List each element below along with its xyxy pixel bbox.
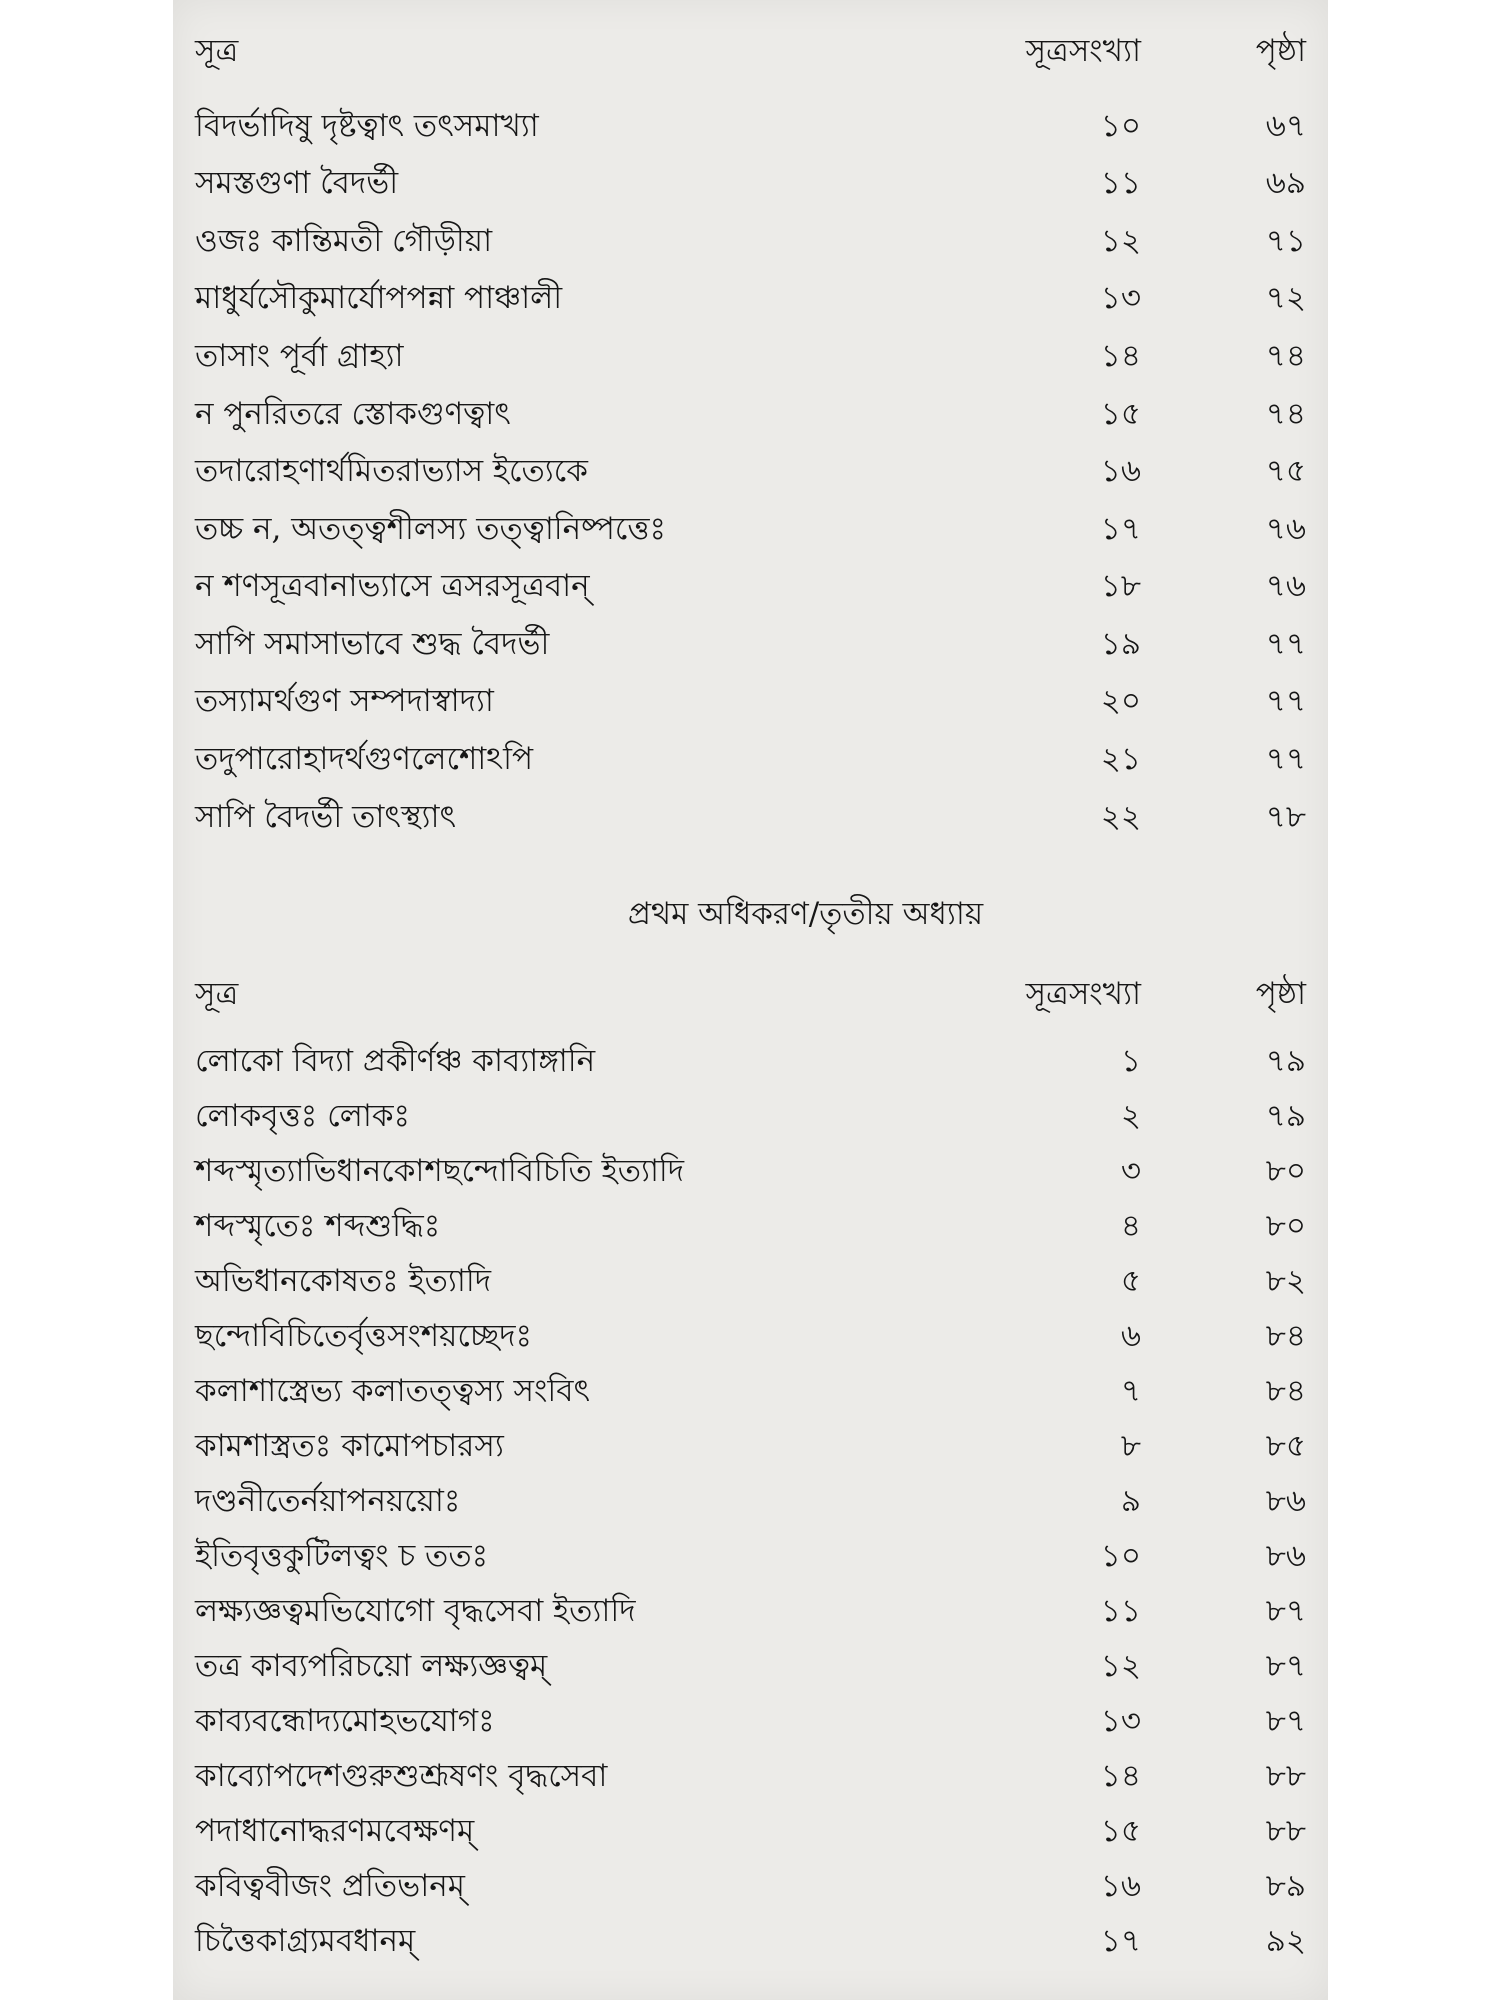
table-row bbox=[195, 1256, 1306, 1306]
sutra-number: ৩ bbox=[1120, 1153, 1141, 1189]
sutra-text: ওজঃ কান্তিমতী গৌড়ীয়া bbox=[195, 223, 493, 259]
header-sutra: সূত্র bbox=[195, 33, 239, 69]
header-page: পৃষ্ঠা bbox=[1255, 976, 1306, 1012]
section1-header-row bbox=[195, 26, 1306, 76]
sutra-text: তদারোহণার্থমিতরাভ্যাস ইত্যেকে bbox=[195, 453, 588, 489]
sutra-text: দণ্ডনীতের্নয়াপনয়য়োঃ bbox=[195, 1483, 461, 1519]
table-row bbox=[195, 1806, 1306, 1856]
table-row bbox=[195, 1861, 1306, 1911]
sutra-number: ৭ bbox=[1120, 1373, 1141, 1409]
sutra-text: লক্ষ্যজ্ঞত্বমভিযোগো বৃদ্ধসেবা ইত্যাদি bbox=[195, 1593, 636, 1629]
sutra-number: ২১ bbox=[1100, 741, 1141, 777]
table-row bbox=[195, 1201, 1306, 1251]
sutra-text: ইতিবৃত্তকুটিলত্বং চ ততঃ bbox=[195, 1538, 489, 1574]
page-number: ৭৬ bbox=[1265, 511, 1306, 547]
page-number: ৮২ bbox=[1265, 1263, 1306, 1299]
sutra-text: কাব্যবন্ধোদ্যমোহভযোগঃ bbox=[195, 1703, 495, 1739]
sutra-text: কবিত্ববীজং প্রতিভানম্ bbox=[195, 1868, 465, 1904]
table-row bbox=[195, 734, 1306, 784]
page-number: ৭৭ bbox=[1265, 626, 1306, 662]
page-number: ৭৫ bbox=[1265, 453, 1306, 489]
page-number: ৭৭ bbox=[1265, 683, 1306, 719]
sutra-text: তস্যামর্থগুণ সম্পদাস্বাদ্যা bbox=[195, 683, 494, 719]
sutra-number: ১৮ bbox=[1100, 568, 1141, 604]
sutra-number: ৯ bbox=[1120, 1483, 1141, 1519]
sutra-number: ১ bbox=[1120, 1043, 1141, 1079]
sutra-number: ১৯ bbox=[1100, 626, 1141, 662]
table-row bbox=[195, 676, 1306, 726]
sutra-text: কাব্যোপদেশগুরুশুশ্রূষণং বৃদ্ধসেবা bbox=[195, 1758, 608, 1794]
page-number: ৬৭ bbox=[1265, 108, 1306, 144]
sutra-text: সাপি সমাসাভাবে শুদ্ধ বৈদর্ভী bbox=[195, 626, 550, 662]
sutra-text: তাসাং পূর্বা গ্রাহ্যা bbox=[195, 338, 404, 374]
table-row bbox=[195, 1091, 1306, 1141]
page-number: ৭৪ bbox=[1265, 396, 1306, 432]
sutra-number: ৮ bbox=[1120, 1428, 1141, 1464]
sutra-number: ১৭ bbox=[1100, 1923, 1141, 1959]
table-row bbox=[195, 1916, 1306, 1966]
sutra-number: ১৬ bbox=[1100, 1868, 1141, 1904]
sutra-text: ন শণসূত্রবানাভ্যাসে ত্রসরসূত্রবান্ bbox=[195, 568, 590, 604]
page-number: ৮৭ bbox=[1265, 1703, 1306, 1739]
table-row bbox=[195, 101, 1306, 151]
sutra-text: লোকো বিদ্যা প্রকীর্ণঞ্চ কাব্যাঙ্গানি bbox=[195, 1043, 596, 1079]
table-row bbox=[195, 158, 1306, 208]
sutra-text: লোকবৃত্তঃ লোকঃ bbox=[195, 1098, 411, 1134]
page-number: ৮৬ bbox=[1265, 1538, 1306, 1574]
table-row bbox=[195, 619, 1306, 669]
table-row bbox=[195, 331, 1306, 381]
chapter-title: প্রথম অধিকরণ/তৃতীয় অধ্যায় bbox=[627, 896, 984, 932]
table-row bbox=[195, 1366, 1306, 1416]
sutra-number: ২২ bbox=[1100, 799, 1141, 835]
sutra-number: ১৩ bbox=[1100, 280, 1141, 316]
sutra-number: ১৫ bbox=[1100, 1813, 1141, 1849]
page-number: ৭৬ bbox=[1265, 568, 1306, 604]
header-sutra-number: সূত্রসংখ্যা bbox=[1025, 33, 1141, 69]
section2-header-row bbox=[195, 969, 1306, 1019]
sutra-number: ১১ bbox=[1100, 1593, 1141, 1629]
sutra-text: সাপি বৈদর্ভী তাৎস্থ্যাৎ bbox=[195, 799, 457, 835]
table-row bbox=[195, 1146, 1306, 1196]
sutra-number: ১৪ bbox=[1100, 338, 1141, 374]
sutra-text: শব্দস্মৃত্যাভিধানকোশছন্দোবিচিতি ইত্যাদি bbox=[195, 1153, 685, 1189]
page-number: ৭৯ bbox=[1265, 1098, 1306, 1134]
table-row bbox=[195, 1476, 1306, 1526]
table-row bbox=[195, 389, 1306, 439]
sutra-number: ১০ bbox=[1100, 108, 1141, 144]
table-row bbox=[195, 504, 1306, 554]
sutra-number: ৫ bbox=[1120, 1263, 1141, 1299]
page-number: ৭৭ bbox=[1265, 741, 1306, 777]
page-number: ৭২ bbox=[1265, 280, 1306, 316]
table-row bbox=[195, 1531, 1306, 1581]
table-row bbox=[195, 273, 1306, 323]
sutra-number: ২ bbox=[1120, 1098, 1141, 1134]
table-row bbox=[195, 216, 1306, 266]
sutra-text: মাধুর্যসৌকুমার্যোপপন্না পাঞ্চালী bbox=[195, 280, 563, 316]
sutra-text: অভিধানকোষতঃ ইত্যাদি bbox=[195, 1263, 492, 1299]
page-number: ৮৭ bbox=[1265, 1648, 1306, 1684]
sutra-number: ৪ bbox=[1120, 1208, 1141, 1244]
header-sutra-number: সূত্রসংখ্যা bbox=[1025, 976, 1141, 1012]
page-number: ৭৪ bbox=[1265, 338, 1306, 374]
sutra-text: তদুপারোহাদর্থগুণলেশোঽপি bbox=[195, 741, 534, 777]
sutra-number: ১১ bbox=[1100, 165, 1141, 201]
table-row bbox=[195, 1036, 1306, 1086]
sutra-text: কলাশাস্ত্রেভ্য কলাতত্ত্বস্য সংবিৎ bbox=[195, 1373, 591, 1409]
page-number: ৮৬ bbox=[1265, 1483, 1306, 1519]
page-number: ৮৮ bbox=[1265, 1758, 1306, 1794]
page-number: ৬৯ bbox=[1265, 165, 1306, 201]
sutra-number: ১৬ bbox=[1100, 453, 1141, 489]
sutra-number: ২০ bbox=[1100, 683, 1141, 719]
sutra-text: তচ্চ ন, অতত্ত্বশীলস্য তত্ত্বানিষ্পত্তেঃ bbox=[195, 511, 667, 547]
table-row bbox=[195, 1586, 1306, 1636]
page-number: ৮০ bbox=[1265, 1153, 1306, 1189]
sutra-text: কামশাস্ত্রতঃ কামোপচারস্য bbox=[195, 1428, 504, 1464]
page-number: ৮৭ bbox=[1265, 1593, 1306, 1629]
table-row bbox=[195, 446, 1306, 496]
sutra-text: চিত্তৈকাগ্র্যমবধানম্ bbox=[195, 1923, 416, 1959]
page-number: ৭৮ bbox=[1265, 799, 1306, 835]
sutra-number: ১৭ bbox=[1100, 511, 1141, 547]
sutra-number: ১০ bbox=[1100, 1538, 1141, 1574]
page-number: ৮৫ bbox=[1265, 1428, 1306, 1464]
sutra-number: ১৫ bbox=[1100, 396, 1141, 432]
sutra-text: তত্র কাব্যপরিচয়ো লক্ষ্যজ্ঞত্বম্ bbox=[195, 1648, 548, 1684]
sutra-number: ৬ bbox=[1120, 1318, 1141, 1354]
sutra-number: ১৪ bbox=[1100, 1758, 1141, 1794]
page-number: ৮৮ bbox=[1265, 1813, 1306, 1849]
table-row bbox=[195, 792, 1306, 842]
page-number: ৯২ bbox=[1265, 1923, 1306, 1959]
page-number: ৭১ bbox=[1265, 223, 1306, 259]
table-row bbox=[195, 561, 1306, 611]
sutra-text: বিদর্ভাদিষু দৃষ্টত্বাৎ তৎসমাখ্যা bbox=[195, 108, 539, 144]
sutra-number: ১২ bbox=[1100, 1648, 1141, 1684]
table-row bbox=[195, 1421, 1306, 1471]
sutra-text: ছন্দোবিচিতের্বৃত্তসংশয়চ্ছেদঃ bbox=[195, 1318, 533, 1354]
book-page bbox=[173, 0, 1328, 2000]
page-number: ৮৪ bbox=[1265, 1318, 1306, 1354]
table-row bbox=[195, 1751, 1306, 1801]
page-number: ৮৪ bbox=[1265, 1373, 1306, 1409]
sutra-number: ১২ bbox=[1100, 223, 1141, 259]
sutra-text: সমস্তগুণা বৈদর্ভী bbox=[195, 165, 399, 201]
sutra-text: পদাধানোদ্ধরণমবেক্ষণম্ bbox=[195, 1813, 475, 1849]
table-row bbox=[195, 1311, 1306, 1361]
sutra-text: শব্দস্মৃতেঃ শব্দশুদ্ধিঃ bbox=[195, 1208, 441, 1244]
page-number: ৮০ bbox=[1265, 1208, 1306, 1244]
sutra-number: ১৩ bbox=[1100, 1703, 1141, 1739]
header-sutra: সূত্র bbox=[195, 976, 239, 1012]
sutra-text: ন পুনরিতরে স্তোকগুণত্বাৎ bbox=[195, 396, 511, 432]
table-row bbox=[195, 1696, 1306, 1746]
table-row bbox=[195, 1641, 1306, 1691]
header-page: পৃষ্ঠা bbox=[1255, 33, 1306, 69]
page-number: ৭৯ bbox=[1265, 1043, 1306, 1079]
page-number: ৮৯ bbox=[1265, 1868, 1306, 1904]
